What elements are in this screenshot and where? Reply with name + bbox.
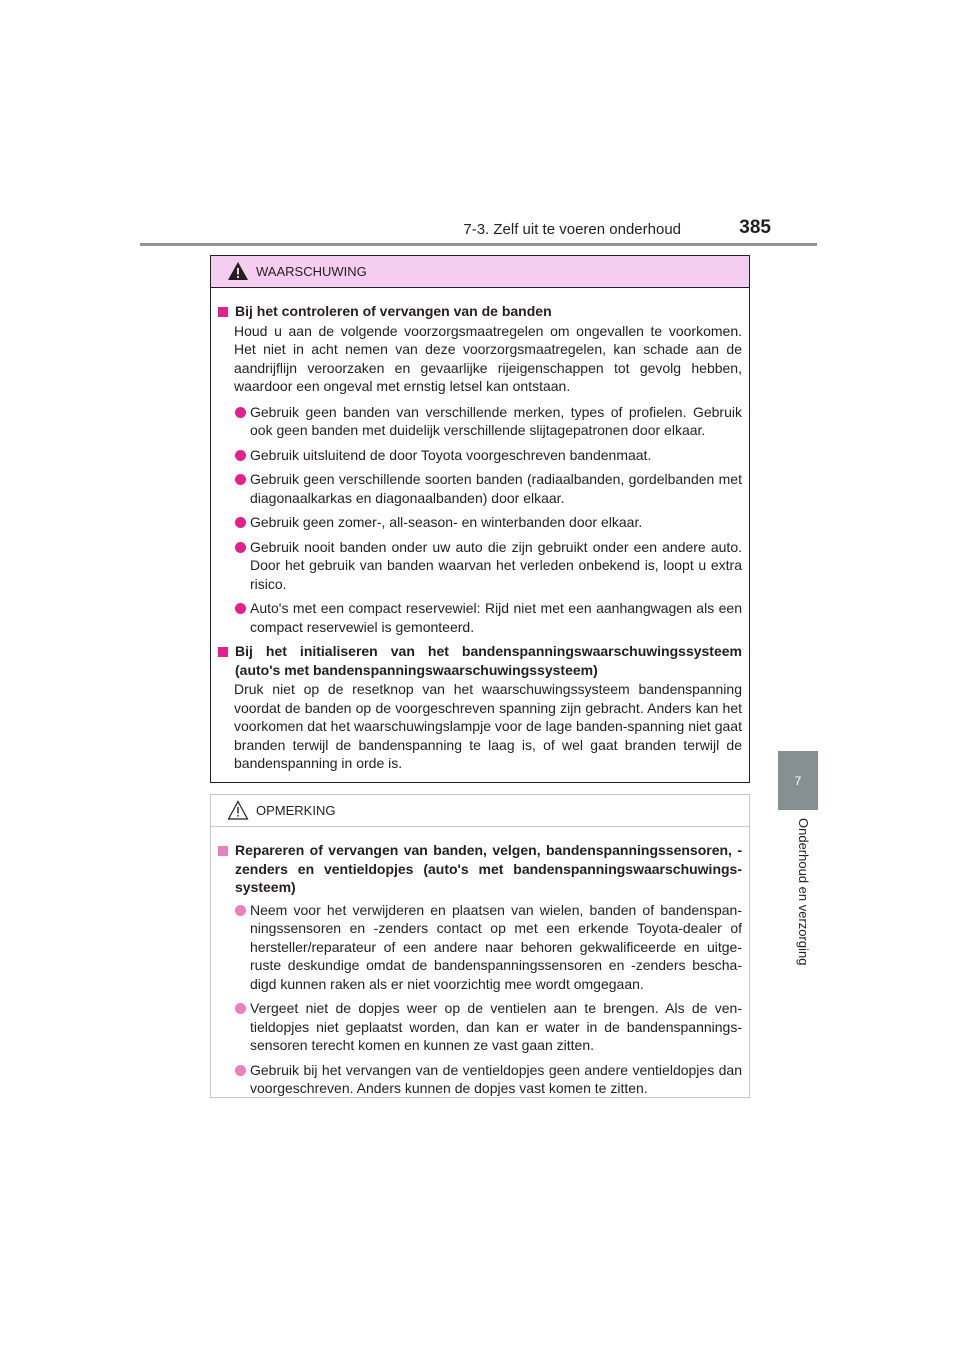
warning-title: WAARSCHUWING — [256, 264, 367, 279]
circle-bullet-icon — [235, 1065, 246, 1076]
list-item: Gebruik geen banden van verschillende merken, types of profielen. Gebruik ook geen banden met duidelijk verschillende slijtagepatronen door elkaar. — [218, 403, 742, 440]
header-divider — [140, 243, 817, 246]
list-item: Neem voor het verwijderen en plaatsen van wielen, banden of bandenspan-ningssensoren en -zenders contact op met een erkende Toyota-dealer of hersteller/reparateur of een andere naar behoren gekwalificeerde en uitge-ruste deskundige omdat de bandenspanningssensoren en -zenders bescha-digd kunnen raken als er niet voorzichtig mee wordt omgegaan. — [218, 901, 742, 994]
note-title: OPMERKING — [256, 803, 336, 818]
list-item: Gebruik uitsluitend de door Toyota voorgeschreven bandenmaat. — [218, 446, 742, 465]
note-heading: Repareren of vervangen van banden, velgen, bandenspanningssensoren, -zenders en ventieldopjes (auto's met bandenspanningswaarschuwings-systeem) — [218, 841, 742, 897]
warning-triangle-outline-icon — [227, 800, 249, 820]
circle-bullet-icon — [235, 450, 246, 461]
circle-bullet-icon — [235, 474, 246, 485]
list-item: Gebruik geen verschillende soorten banden (radiaalbanden, gordelbanden met diagonaalkarkas en diagonaalbanden) door elkaar. — [218, 470, 742, 507]
square-bullet-icon — [218, 307, 228, 317]
square-bullet-icon — [218, 647, 228, 657]
circle-bullet-icon — [235, 603, 246, 614]
section-title: 7-3. Zelf uit te voeren onderhoud — [463, 221, 681, 238]
warning-heading-tires: Bij het controleren of vervangen van de banden — [218, 302, 742, 321]
note-box — [210, 794, 750, 1098]
note-box-header — [211, 795, 749, 827]
warning-triangle-filled-icon — [227, 261, 249, 281]
warning-box-header — [211, 256, 749, 288]
circle-bullet-icon — [235, 1003, 246, 1014]
chapter-number: 7 — [794, 773, 802, 788]
chapter-tab — [778, 751, 818, 810]
list-item: Vergeet niet de dopjes weer op de ventielen aan te brengen. Als de ven-tieldopjes niet geplaatst worden, dan kan er water in de bandenspannings-sensoren terecht komen en kunnen ze vast gaan zitten. — [218, 999, 742, 1055]
warning-intro-tires: Houd u aan de volgende voorzorgsmaatregelen om ongevallen te voorkomen. Het niet in acht nemen van deze voorzorgsmaatregelen, kan schade aan de aandrijflijn veroorzaken en gevaarlijke rijeigenschappen tot gevolg hebben, waardoor een ongeval met ernstig letsel kan ontstaan. — [234, 322, 742, 394]
list-item: Auto's met een compact reservewiel: Rijd niet met een aanhangwagen als een compact reservewiel is gemonteerd. — [218, 599, 742, 636]
square-bullet-icon — [218, 846, 228, 856]
warning-box — [210, 255, 750, 783]
circle-bullet-icon — [235, 407, 246, 418]
list-item: Gebruik bij het vervangen van de ventieldopjes geen andere ventieldopjes dan voorgeschreven. Anders kunnen de dopjes vast komen te zitten. — [218, 1061, 742, 1098]
circle-bullet-icon — [235, 542, 246, 553]
warning-box-body — [211, 288, 749, 773]
note-box-body — [211, 827, 749, 1098]
circle-bullet-icon — [235, 517, 246, 528]
warning-heading-tpms: Bij het initialiseren van het bandenspanningswaarschuwingssysteem (auto's met bandenspanningswaarschuwingssysteem) — [218, 642, 742, 679]
page-number: 385 — [739, 217, 771, 238]
page-header — [140, 217, 817, 245]
list-item: Gebruik nooit banden onder uw auto die zijn gebruikt onder een andere auto. Door het gebruik van banden waarvan het verleden onbekend is, loopt u extra risico. — [218, 538, 742, 594]
circle-bullet-icon — [235, 905, 246, 916]
chapter-label: Onderhoud en verzorging — [796, 818, 811, 966]
list-item: Gebruik geen zomer-, all-season- en winterbanden door elkaar. — [218, 513, 742, 532]
warning-intro-tpms: Druk niet op de resetknop van het waarschuwingssysteem bandenspanning voordat de banden op de voorgeschreven spanning zijn gebracht. Anders kan het voorkomen dat het waarschuwingslampje voor de lage banden-spanning niet gaat branden terwijl de bandenspanning te laag is, of wel gaat branden terwijl de bandenspanning in orde is. — [234, 681, 742, 771]
